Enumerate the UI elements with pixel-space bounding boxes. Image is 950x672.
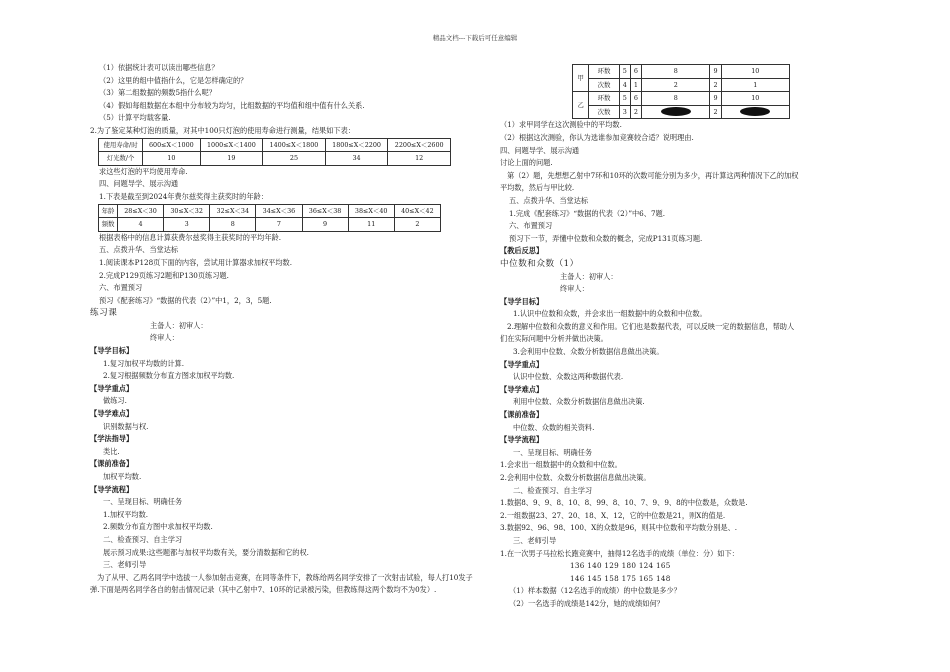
table-cell: 2 <box>710 78 721 92</box>
table-cell: 9 <box>302 218 348 232</box>
section-heading: 一、呈现目标、明确任务 <box>103 497 183 507</box>
table-row <box>99 138 451 152</box>
table-cell: 7 <box>256 218 302 232</box>
table-cell: 10 <box>721 92 789 106</box>
section-label: 【导学目标】 <box>90 346 134 356</box>
table-cell: 频数 <box>99 218 118 232</box>
question-line: （4）假如每组数据在本组中分布较为均匀，比组数据的平均值和组中值有什么关系. <box>99 100 365 110</box>
text-line: 中位数、众数的相关资料. <box>513 422 595 432</box>
question-line: （1）依据统计表可以读出哪些信息？ <box>99 63 219 72</box>
section-heading: 四、问题导学、展示沟通 <box>500 145 580 155</box>
section-heading: 五、点拨升华、当堂达标 <box>509 195 589 205</box>
text-line: 2.完成P129页练习2题和P130页练习题. <box>99 270 229 280</box>
student-jia-label: 甲 <box>573 65 589 92</box>
table-cell: 38≤X＜40 <box>348 204 394 218</box>
text-line: 1.阅读课本P128页下面的内容，尝试用计算器求加权平均数. <box>99 257 293 267</box>
table-cell: 次数 <box>589 78 619 92</box>
table-cell: 1000≤X＜1400 <box>200 138 263 152</box>
table-row <box>99 218 441 232</box>
table-row <box>99 152 451 166</box>
question-line: （2）这里的组中值指什么，它是怎样确定的？ <box>99 75 248 85</box>
text-line: 求这些灯泡的平均使用寿命. <box>99 166 188 176</box>
table-row <box>573 105 790 119</box>
text-line: 3.数据92、96、98、100、X的众数是96，则其中位数和平均数分别是、. <box>500 523 738 533</box>
text-line: 1.复习加权平均数的计算. <box>103 358 185 368</box>
ink-smudge <box>740 107 770 116</box>
lesson-title: 中位数和众数（1） <box>500 258 579 269</box>
table-cell: 2 <box>630 105 641 119</box>
text-line: 识别数据与权. <box>103 421 149 431</box>
section-label: 【导学重点】 <box>90 383 134 393</box>
score-row: 136 140 129 180 124 165 <box>570 561 671 571</box>
table-cell: 30≤X＜32 <box>164 204 210 218</box>
table-cell: 600≤X＜1000 <box>143 138 200 152</box>
section-heading: 二、检查预习、自主学习 <box>103 534 183 544</box>
table-cell: 40≤X＜42 <box>394 204 440 218</box>
text-line: 预习《配套练习》“数据的代表（2）”中1，2，3，5题. <box>99 295 272 305</box>
section-label: 【导学流程】 <box>90 484 134 494</box>
table-cell: 3 <box>619 105 630 119</box>
table-cell: 5 <box>619 92 630 106</box>
table-cell: 12 <box>388 152 451 166</box>
text-line: 2.频数分布直方图中求加权平均数. <box>103 522 213 532</box>
table-cell: 环数 <box>589 92 619 106</box>
right-column <box>500 64 800 611</box>
text-line: （2）根据这次测验，你认为选谁参加竞赛较合适？说明理由. <box>500 132 694 142</box>
text-line: 认识中位数、众数这两种数据代表. <box>513 372 624 382</box>
section-label: 【教后反思】 <box>500 246 544 256</box>
student-yi-label: 乙 <box>573 92 589 119</box>
text-line: 1.认识中位数和众数，并会求出一组数据中的众数和中位数。 <box>513 309 707 319</box>
question-2: 2.为了鉴定某种灯泡的质量，对其中100只灯泡的使用寿命进行测量，结果如下表： <box>90 125 355 135</box>
table-cell: 8 <box>642 92 710 106</box>
table-cell: 1 <box>721 78 789 92</box>
table-cell: 10 <box>721 65 789 79</box>
preparer-line: 主备人：初审人： <box>560 271 618 281</box>
table-cell: 6 <box>630 92 641 106</box>
section-label: 【课前准备】 <box>500 410 544 420</box>
table-cell: 11 <box>348 218 394 232</box>
paragraph: 2.理解中位数和众数的意义和作用。它们也是数据代表，可以反映一定的数据信息，帮助人们在实际问题中分析并做出决策。 <box>500 321 795 344</box>
question-line: （3）第二组数据的频数5指什么呢？ <box>99 88 216 98</box>
text-line: 加权平均数. <box>103 472 142 481</box>
text-line: （1）求甲同学在这次测验中的平均数. <box>500 120 622 130</box>
lesson-title: 练习课 <box>90 308 118 319</box>
table-row <box>573 92 790 106</box>
table-cell: 5 <box>619 65 630 79</box>
page-header: 精品文档---下载后可任意编辑 <box>432 34 518 42</box>
section-heading: 三、老师引导 <box>103 560 147 570</box>
table-cell: 9 <box>710 65 721 79</box>
text-line: 类比. <box>103 446 120 456</box>
final-reviewer-line: 终审人： <box>560 284 589 294</box>
section-heading: 二、检查预习、自主学习 <box>513 485 593 495</box>
paragraph: 第（2）题，先想想乙射中7环和10环的次数可能分别为多少，再计算这两种情况下乙的加权平均数，然后与甲比较. <box>500 170 799 193</box>
section-heading: 一、呈现目标、明确任务 <box>513 447 593 457</box>
text-line: 1.完成《配套练习》“数据的代表（2）”中6、7题. <box>509 208 665 218</box>
text-line: 1.加权平均数. <box>103 509 149 519</box>
section-label: 【导学难点】 <box>90 409 134 419</box>
table-cell: 1400≤X＜1800 <box>263 138 326 152</box>
table-cell: 1800≤X＜2200 <box>325 138 388 152</box>
question-line: （5）计算平均载客量. <box>99 113 171 123</box>
fields-medal-age-table <box>98 204 441 232</box>
text-line: 1.会求出一组数据中的众数和中位数。 <box>500 460 622 470</box>
table-cell: 10 <box>143 152 200 166</box>
table-cell: 1 <box>630 78 641 92</box>
score-row: 146 145 158 175 165 148 <box>570 573 671 583</box>
text-line: 讨论上面的问题. <box>500 158 553 168</box>
shooting-record-table <box>572 64 790 119</box>
bulb-lifetime-table <box>98 138 451 166</box>
text-line: 2.会利用中位数、众数分析数据信息做出决策。 <box>500 473 651 482</box>
table-cell: 年龄 <box>99 204 118 218</box>
table-cell: 9 <box>710 92 721 106</box>
section-label: 【学法指导】 <box>90 434 134 444</box>
text-line: 2.一组数据23、27、20、18、X、12，它的中位数是21，则X的值是. <box>500 510 726 520</box>
ink-smudge <box>661 107 691 116</box>
section-label: 【导学重点】 <box>500 359 544 369</box>
text-line: 1.在一次男子马拉松长跑竞赛中，抽得12名选手的成绩（单位：分）如下： <box>500 548 739 558</box>
table-cell: 36≤X＜38 <box>302 204 348 218</box>
table-cell: 8 <box>642 65 710 79</box>
section-heading: 五、点拨升华、当堂达标 <box>99 245 179 255</box>
table-cell: 灯光数/个 <box>99 152 143 166</box>
preparer-line: 主备人：初审人： <box>150 320 208 330</box>
table-cell: 2 <box>394 218 440 232</box>
section-heading: 四、问题导学、展示沟通 <box>99 179 179 189</box>
table-cell: 4 <box>619 78 630 92</box>
text-line: （1）样本数据（12名选手的成绩）的中位数是多少？ <box>509 586 681 596</box>
text-line: 2.复习根据频数分布直方图求加权平均数. <box>103 371 235 381</box>
table-cell: 19 <box>200 152 263 166</box>
left-column <box>90 62 478 597</box>
text-line: （2）一名选手的成绩是142分，她的成绩如何？ <box>509 598 664 608</box>
table-cell: 25 <box>263 152 326 166</box>
table-cell: 34≤X＜36 <box>256 204 302 218</box>
final-reviewer-line: 终审人： <box>150 333 179 343</box>
table-row <box>99 204 441 218</box>
section-label: 【导学目标】 <box>500 296 544 306</box>
section-heading: 六、布置预习 <box>99 283 143 293</box>
table-cell: 6 <box>630 65 641 79</box>
text-line: 做练习. <box>103 396 127 406</box>
table-cell: 4 <box>117 218 163 232</box>
table-cell: 2 <box>710 105 721 119</box>
section-label: 【导学难点】 <box>500 384 544 394</box>
table-row <box>573 65 790 79</box>
table-cell: 次数 <box>589 105 619 119</box>
section-label: 【导学流程】 <box>500 435 544 445</box>
section-label: 【课前准备】 <box>90 459 134 469</box>
table-cell: 34 <box>325 152 388 166</box>
text-line: 3.会利用中位数、众数分析数据信息做出决策。 <box>513 347 664 357</box>
text-line: 1.下表是截至到2024年费尔兹奖得主获奖时的年龄： <box>99 191 268 201</box>
table-row <box>573 78 790 92</box>
table-cell: 32≤X＜34 <box>210 204 256 218</box>
text-line: 展示预习成果:这些题都与加权平均数有关，要分清数据和它的权. <box>103 547 309 557</box>
paragraph: 为了从甲、乙两名同学中选拔一人参加射击竞赛，在同等条件下，教练给两名同学安排了一次射击试验，每人打10发子弹.下面是两名同学各自的射击情况记录（其中乙射中7、10环的记录被污染，但教练得这两个数均不为0发）. <box>90 572 473 595</box>
table-cell: 使用寿命/时 <box>99 138 143 152</box>
table-cell: 3 <box>164 218 210 232</box>
table-cell: 环数 <box>589 65 619 79</box>
text-line: 利用中位数、众数分析数据信息做出决策. <box>513 397 645 407</box>
section-heading: 六、布置预习 <box>509 221 553 231</box>
table-cell: 28≤X＜30 <box>117 204 163 218</box>
text-line: 预习下一节，弄懂中位数和众数的概念，完成P131页练习题. <box>509 233 703 243</box>
table-cell: 8 <box>210 218 256 232</box>
text-line: 1.数据8、9、9、8、10、8、99、8、10、7、9、9、8的中位数是，众数是. <box>500 498 748 508</box>
table-cell <box>721 105 789 119</box>
text-line: 根据表格中的信息计算获费尔兹奖得主获奖时的平均年龄. <box>99 232 281 242</box>
table-cell: 2 <box>642 78 710 92</box>
section-heading: 三、老师引导 <box>513 535 557 545</box>
table-cell: 2200≤X＜2600 <box>388 138 451 152</box>
table-cell <box>642 105 710 119</box>
